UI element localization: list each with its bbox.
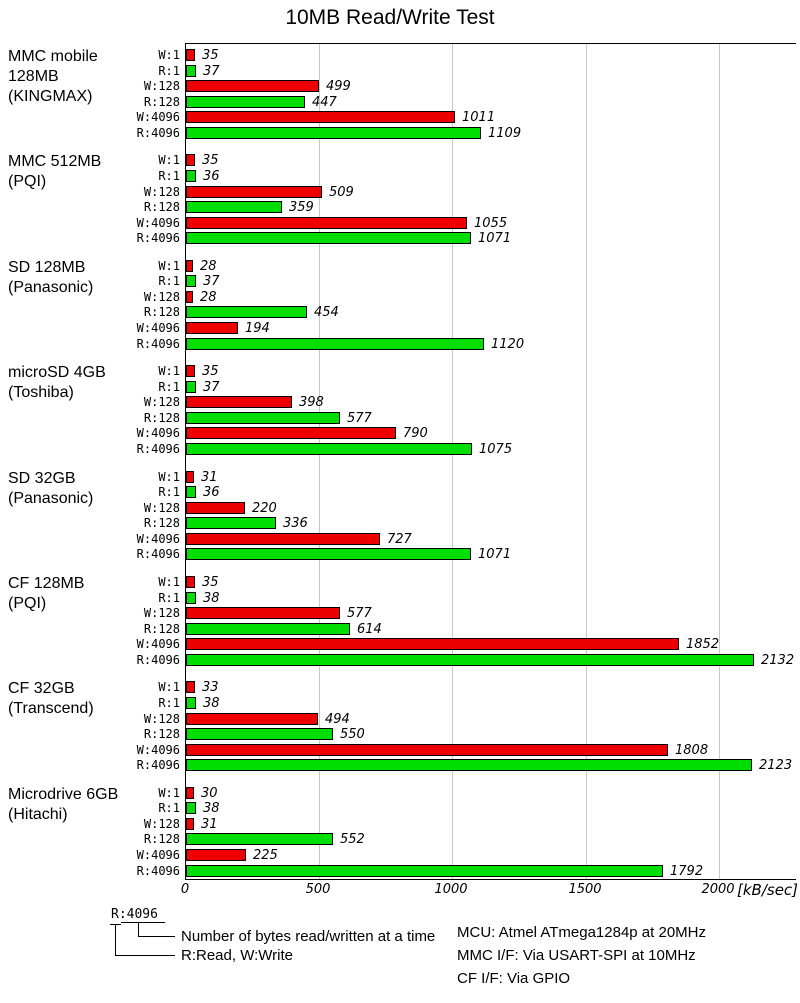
write-bar — [186, 80, 319, 92]
value-label: 33 — [202, 680, 219, 695]
value-label: 38 — [203, 591, 220, 606]
group-label-line: SD 32GB — [8, 469, 76, 487]
read-bar — [186, 127, 481, 139]
value-label: 37 — [203, 64, 220, 79]
value-label: 494 — [325, 712, 350, 727]
legend-rw-note: R:Read, W:Write — [181, 947, 293, 964]
row-label: R:128 — [143, 727, 180, 741]
value-label: 35 — [202, 153, 219, 168]
value-label: 1011 — [462, 110, 496, 125]
value-label: 37 — [203, 274, 220, 289]
write-bar — [186, 186, 322, 198]
row-label: R:1 — [158, 64, 180, 78]
write-bar — [186, 365, 195, 377]
row-label: W:4096 — [136, 848, 180, 862]
read-bar — [186, 275, 196, 287]
legend-underline — [121, 908, 165, 923]
group-label-line: (Panasonic) — [8, 278, 94, 296]
value-label: 577 — [347, 606, 372, 621]
value-label: 220 — [252, 501, 277, 516]
row-label: R:1 — [158, 696, 180, 710]
group-label — [8, 469, 158, 509]
row-label: R:4096 — [136, 653, 180, 667]
x-tick-label-1000: 1000 — [434, 882, 468, 897]
write-bar — [186, 260, 193, 272]
write-bar — [186, 744, 668, 756]
value-label: 550 — [340, 727, 365, 742]
read-bar — [186, 412, 340, 424]
read-bar — [186, 592, 196, 604]
row-label: W:4096 — [136, 110, 180, 124]
write-bar — [186, 818, 194, 830]
group-label-line: (Panasonic) — [8, 489, 94, 507]
value-label: 1792 — [670, 864, 704, 879]
value-label: 1120 — [491, 337, 525, 352]
row-label: W:1 — [158, 575, 180, 589]
value-label: 31 — [201, 470, 218, 485]
read-bar — [186, 170, 196, 182]
value-label: 454 — [314, 305, 339, 320]
row-label: R:4096 — [136, 337, 180, 351]
group-label-line: Microdrive 6GB — [8, 785, 119, 803]
value-label: 1109 — [488, 126, 522, 141]
row-label: W:128 — [143, 185, 180, 199]
group-label-line: (PQI) — [8, 173, 47, 191]
value-label: 499 — [326, 79, 351, 94]
write-bar — [186, 681, 195, 693]
value-label: 447 — [312, 95, 337, 110]
write-bar — [186, 607, 340, 619]
value-label: 30 — [201, 786, 218, 801]
write-bar — [186, 291, 193, 303]
value-label: 614 — [357, 622, 382, 637]
row-label: W:1 — [158, 680, 180, 694]
legend-sample-label: R:4096 — [111, 907, 158, 922]
row-label: R:1 — [158, 591, 180, 605]
read-bar — [186, 728, 333, 740]
x-axis-unit-label: [kB/sec] — [737, 881, 799, 899]
value-label: 727 — [387, 532, 412, 547]
x-tick-label-500: 500 — [305, 882, 331, 897]
value-label: 38 — [203, 801, 220, 816]
row-label: W:128 — [143, 817, 180, 831]
row-label: W:1 — [158, 364, 180, 378]
gridline-2000 — [719, 44, 720, 879]
group-label — [8, 363, 158, 403]
write-bar — [186, 396, 292, 408]
row-label: W:1 — [158, 470, 180, 484]
group-label-line: (PQI) — [8, 595, 47, 612]
value-label: 1071 — [478, 547, 512, 562]
group-label-line: CF 128MB — [8, 575, 85, 592]
row-label: R:1 — [158, 380, 180, 394]
write-bar — [186, 638, 679, 650]
x-tick-label-2000: 2000 — [701, 882, 735, 897]
read-bar — [186, 65, 196, 77]
read-bar — [186, 517, 276, 529]
read-bar — [186, 802, 196, 814]
write-bar — [186, 787, 194, 799]
row-label: W:4096 — [136, 426, 180, 440]
read-bar — [186, 759, 752, 771]
row-label: W:4096 — [136, 532, 180, 546]
value-label: 509 — [329, 185, 354, 200]
row-label: W:128 — [143, 290, 180, 304]
value-label: 225 — [253, 848, 278, 863]
read-bar — [186, 486, 196, 498]
row-label: W:1 — [158, 48, 180, 62]
group-label — [8, 258, 158, 298]
row-label: W:128 — [143, 606, 180, 620]
row-label: R:4096 — [136, 758, 180, 772]
read-bar — [186, 201, 282, 213]
row-label: W:4096 — [136, 216, 180, 230]
value-label: 36 — [203, 169, 220, 184]
row-label: W:1 — [158, 786, 180, 800]
footer-line-cf-if: CF I/F: Via GPIO — [457, 970, 571, 987]
legend-connector-rw — [115, 925, 175, 956]
group-label-line: MMC 512MB — [8, 153, 102, 171]
row-label: W:4096 — [136, 637, 180, 651]
write-bar — [186, 533, 380, 545]
row-label: R:128 — [143, 832, 180, 846]
group-label-line: (Transcend) — [8, 700, 94, 718]
group-label-line: 128MB — [8, 68, 59, 85]
read-bar — [186, 654, 754, 666]
value-label: 577 — [347, 411, 372, 426]
group-label — [8, 574, 158, 614]
group-label-line: (Hitachi) — [8, 805, 68, 823]
x-tick-label-0: 0 — [180, 882, 190, 897]
value-label: 194 — [245, 321, 270, 336]
write-bar — [186, 111, 455, 123]
group-label-line: microSD 4GB — [8, 364, 106, 382]
read-bar — [186, 96, 305, 108]
write-bar — [186, 49, 195, 61]
read-bar — [186, 381, 196, 393]
write-bar — [186, 154, 195, 166]
row-label: W:1 — [158, 153, 180, 167]
footer-line-mcu: MCU: Atmel ATmega1284p at 20MHz — [457, 924, 706, 941]
value-label: 28 — [200, 290, 217, 305]
value-label: 1075 — [479, 442, 513, 457]
write-bar — [186, 471, 194, 483]
row-label: R:128 — [143, 305, 180, 319]
row-label: R:128 — [143, 95, 180, 109]
legend-bytes-note: Number of bytes read/written at a time — [181, 928, 436, 945]
group-label-line: MMC mobile — [8, 48, 98, 65]
row-label: R:1 — [158, 801, 180, 815]
footer-info — [457, 921, 706, 990]
row-label: R:128 — [143, 411, 180, 425]
row-label: W:128 — [143, 395, 180, 409]
row-label: R:1 — [158, 169, 180, 183]
group-label-line: CF 32GB — [8, 680, 75, 698]
plot-area — [136, 43, 796, 880]
row-label: W:128 — [143, 501, 180, 515]
group-label-line: (KINGMAX) — [8, 88, 93, 105]
row-label: W:4096 — [136, 743, 180, 757]
row-label: R:1 — [158, 274, 180, 288]
row-label: R:128 — [143, 200, 180, 214]
row-label: R:4096 — [136, 442, 180, 456]
row-label: W:128 — [143, 79, 180, 93]
write-bar — [186, 217, 467, 229]
value-label: 398 — [299, 395, 324, 410]
value-label: 35 — [202, 364, 219, 379]
value-label: 1055 — [474, 216, 508, 231]
value-label: 359 — [289, 200, 314, 215]
row-label: R:1 — [158, 485, 180, 499]
value-label: 31 — [201, 817, 218, 832]
value-label: 1071 — [478, 231, 512, 246]
read-bar — [186, 865, 663, 877]
row-label: R:128 — [143, 516, 180, 530]
value-label: 336 — [283, 516, 308, 531]
read-bar — [186, 338, 484, 350]
group-label — [8, 785, 158, 825]
value-label: 790 — [403, 426, 428, 441]
write-bar — [186, 576, 195, 588]
value-label: 28 — [200, 259, 217, 274]
read-bar — [186, 548, 471, 560]
write-bar — [186, 502, 245, 514]
value-label: 36 — [203, 485, 220, 500]
write-bar — [186, 849, 246, 861]
row-label: W:1 — [158, 259, 180, 273]
chart-title: 10MB Read/Write Test — [285, 6, 495, 29]
read-bar — [186, 833, 333, 845]
row-label: R:128 — [143, 622, 180, 636]
write-bar — [186, 713, 318, 725]
value-label: 2123 — [759, 758, 793, 773]
read-bar — [186, 623, 350, 635]
write-bar — [186, 322, 238, 334]
group-label — [8, 152, 158, 192]
row-label: W:128 — [143, 712, 180, 726]
value-label: 2132 — [761, 653, 795, 668]
group-label-line: (Toshiba) — [8, 384, 74, 402]
read-bar — [186, 697, 196, 709]
value-label: 552 — [340, 832, 365, 847]
value-label: 1808 — [675, 743, 709, 758]
value-label: 1852 — [686, 637, 720, 652]
value-label: 37 — [203, 380, 220, 395]
row-label: R:4096 — [136, 547, 180, 561]
write-bar — [186, 427, 396, 439]
row-label: R:4096 — [136, 126, 180, 140]
row-label: R:4096 — [136, 864, 180, 878]
row-label: W:4096 — [136, 321, 180, 335]
footer-line-mmc-if: MMC I/F: Via USART-SPI at 10MHz — [457, 947, 696, 964]
group-label — [8, 679, 158, 719]
row-label: R:4096 — [136, 231, 180, 245]
group-label — [8, 47, 158, 107]
value-label: 35 — [202, 575, 219, 590]
value-label: 38 — [203, 696, 220, 711]
read-bar — [186, 443, 472, 455]
group-label-line: SD 128MB — [8, 258, 86, 276]
x-tick-label-1500: 1500 — [568, 882, 602, 897]
read-bar — [186, 306, 307, 318]
value-label: 35 — [202, 48, 219, 63]
read-bar — [186, 232, 471, 244]
